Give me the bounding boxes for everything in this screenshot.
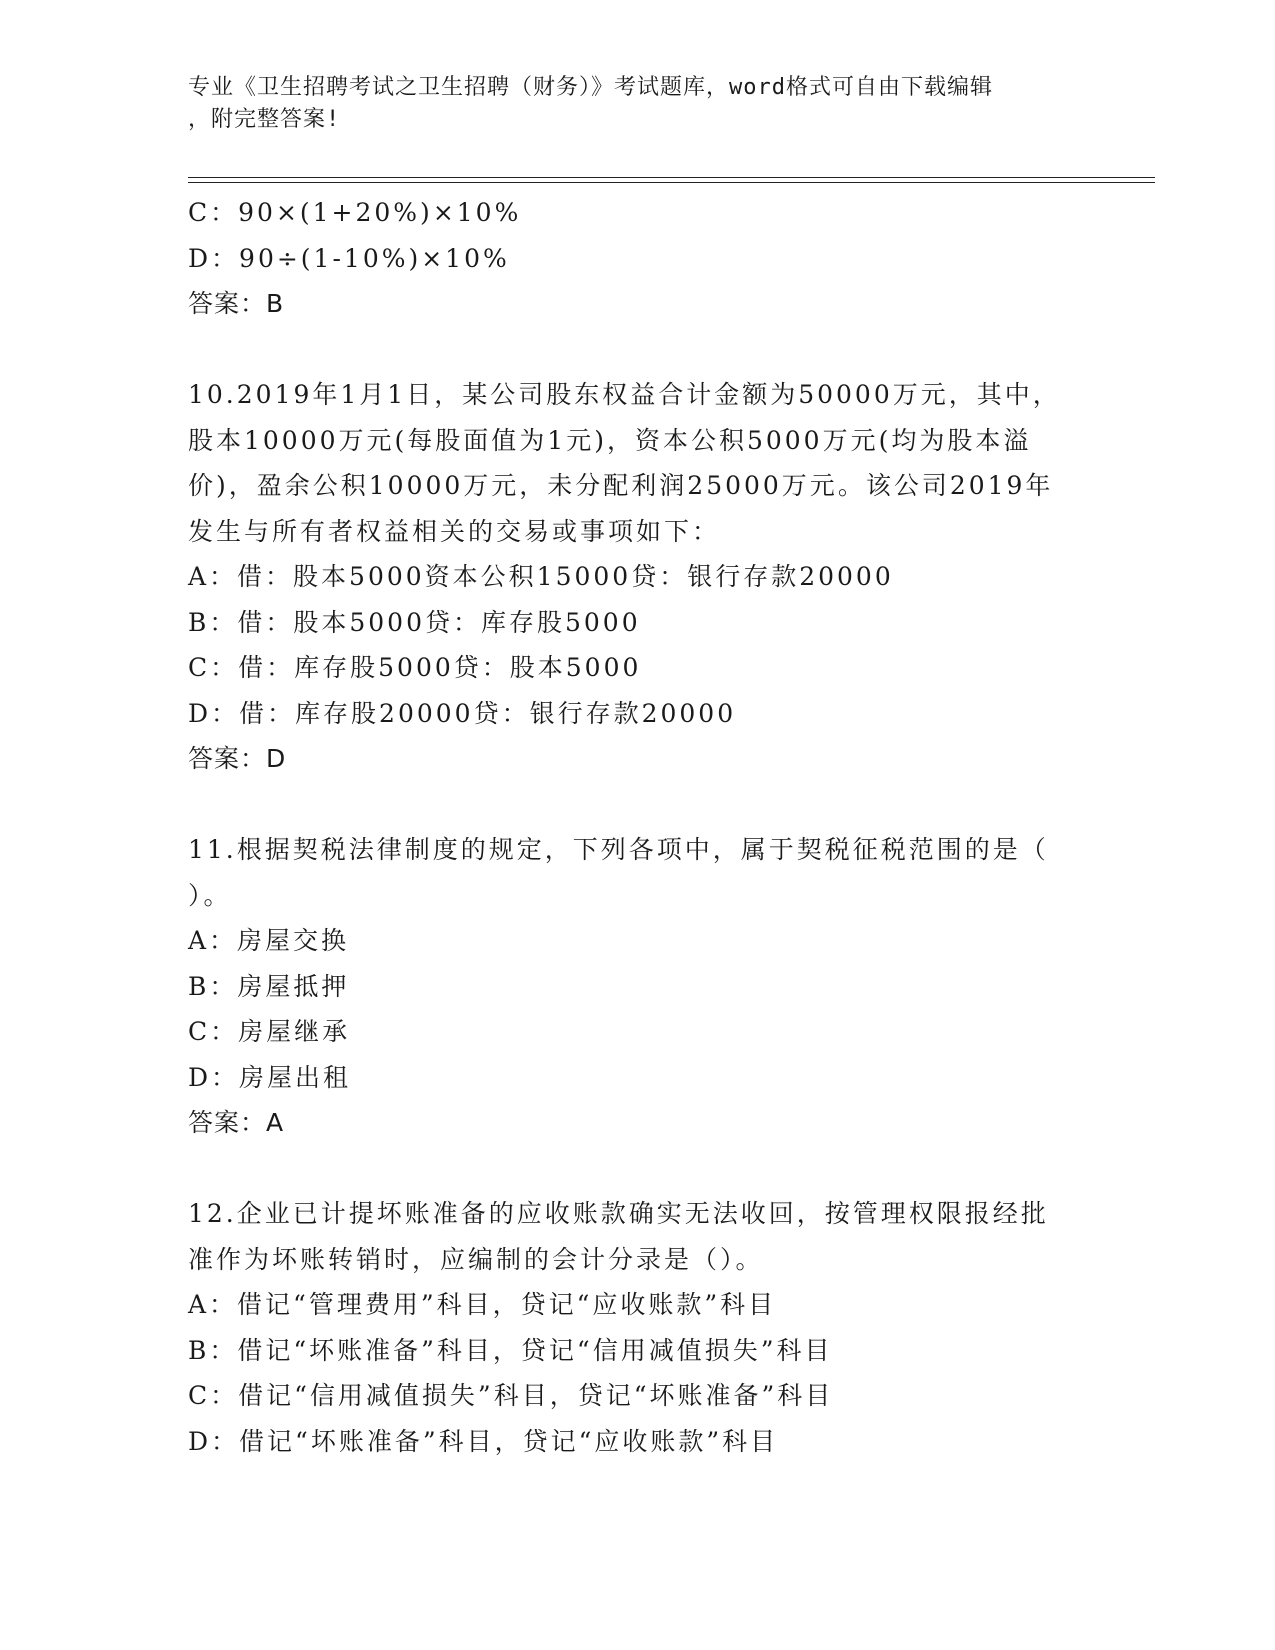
q12-option-d: D：借记“坏账准备”科目，贷记“应收账款”科目 bbox=[188, 1426, 779, 1456]
spacer bbox=[188, 327, 1088, 373]
question-9-tail bbox=[188, 190, 1088, 327]
document-header bbox=[188, 72, 1088, 136]
q10-stem-line: 股本10000万元(每股面值为1元)，资本公积5000万元(均为股本溢 bbox=[188, 425, 1032, 455]
header-line-2: ，附完整答案! bbox=[188, 107, 341, 132]
q12-stem-line: 准作为坏账转销时，应编制的会计分录是（）。 bbox=[188, 1244, 764, 1274]
q12-option-c: C：借记“信用减值损失”科目，贷记“坏账准备”科目 bbox=[188, 1381, 834, 1410]
spacer bbox=[188, 1146, 1088, 1192]
q10-option-b: B：借：股本5000贷：库存股5000 bbox=[188, 607, 641, 637]
q12-stem-line: 12.企业已计提坏账准备的应收账款确实无法收回，按管理权限报经批 bbox=[188, 1199, 1049, 1228]
q11-stem-line: ）。 bbox=[188, 880, 232, 910]
q11-option-a: A：房屋交换 bbox=[188, 926, 350, 955]
q12-option-a: A：借记“管理费用”科目，贷记“应收账款”科目 bbox=[188, 1290, 777, 1319]
q10-option-a: A：借：股本5000资本公积15000贷：银行存款20000 bbox=[188, 562, 894, 591]
q11-option-c: C：房屋继承 bbox=[188, 1017, 351, 1046]
q11-option-d: D：房屋出租 bbox=[188, 1062, 352, 1092]
question-12 bbox=[188, 1191, 1088, 1464]
q10-stem-line: 价)，盈余公积10000万元，未分配利润25000万元。该公司2019年 bbox=[188, 471, 1054, 500]
spacer bbox=[188, 782, 1088, 828]
q10-stem-line: 发生与所有者权益相关的交易或事项如下： bbox=[188, 516, 721, 546]
q12-option-b: B：借记“坏账准备”科目，贷记“信用减值损失”科目 bbox=[188, 1335, 833, 1365]
q11-stem-line: 11.根据契税法律制度的规定，下列各项中，属于契税征税范围的是（ bbox=[188, 835, 1049, 864]
header-line-1: 专业《卫生招聘考试之卫生招聘（财务）》考试题库，word格式可自由下载编辑 bbox=[188, 75, 993, 100]
q10-answer: 答案：D bbox=[188, 744, 287, 773]
q10-option-c: C：借：库存股5000贷：股本5000 bbox=[188, 653, 642, 682]
q9-option-d: D：90÷(1-10%)×10% bbox=[188, 243, 510, 273]
question-content bbox=[188, 190, 1088, 1464]
q11-option-b: B：房屋抵押 bbox=[188, 971, 350, 1001]
q9-answer: 答案：B bbox=[188, 289, 285, 318]
q11-answer: 答案：A bbox=[188, 1108, 285, 1137]
q10-stem-line: 10.2019年1月1日，某公司股东权益合计金额为50000万元，其中， bbox=[188, 380, 1061, 409]
header-divider bbox=[188, 177, 1155, 183]
question-10 bbox=[188, 372, 1088, 782]
q9-option-c: C：90×(1+20%)×10% bbox=[188, 198, 522, 227]
question-11 bbox=[188, 827, 1088, 1146]
q10-option-d: D：借：库存股20000贷：银行存款20000 bbox=[188, 698, 737, 728]
